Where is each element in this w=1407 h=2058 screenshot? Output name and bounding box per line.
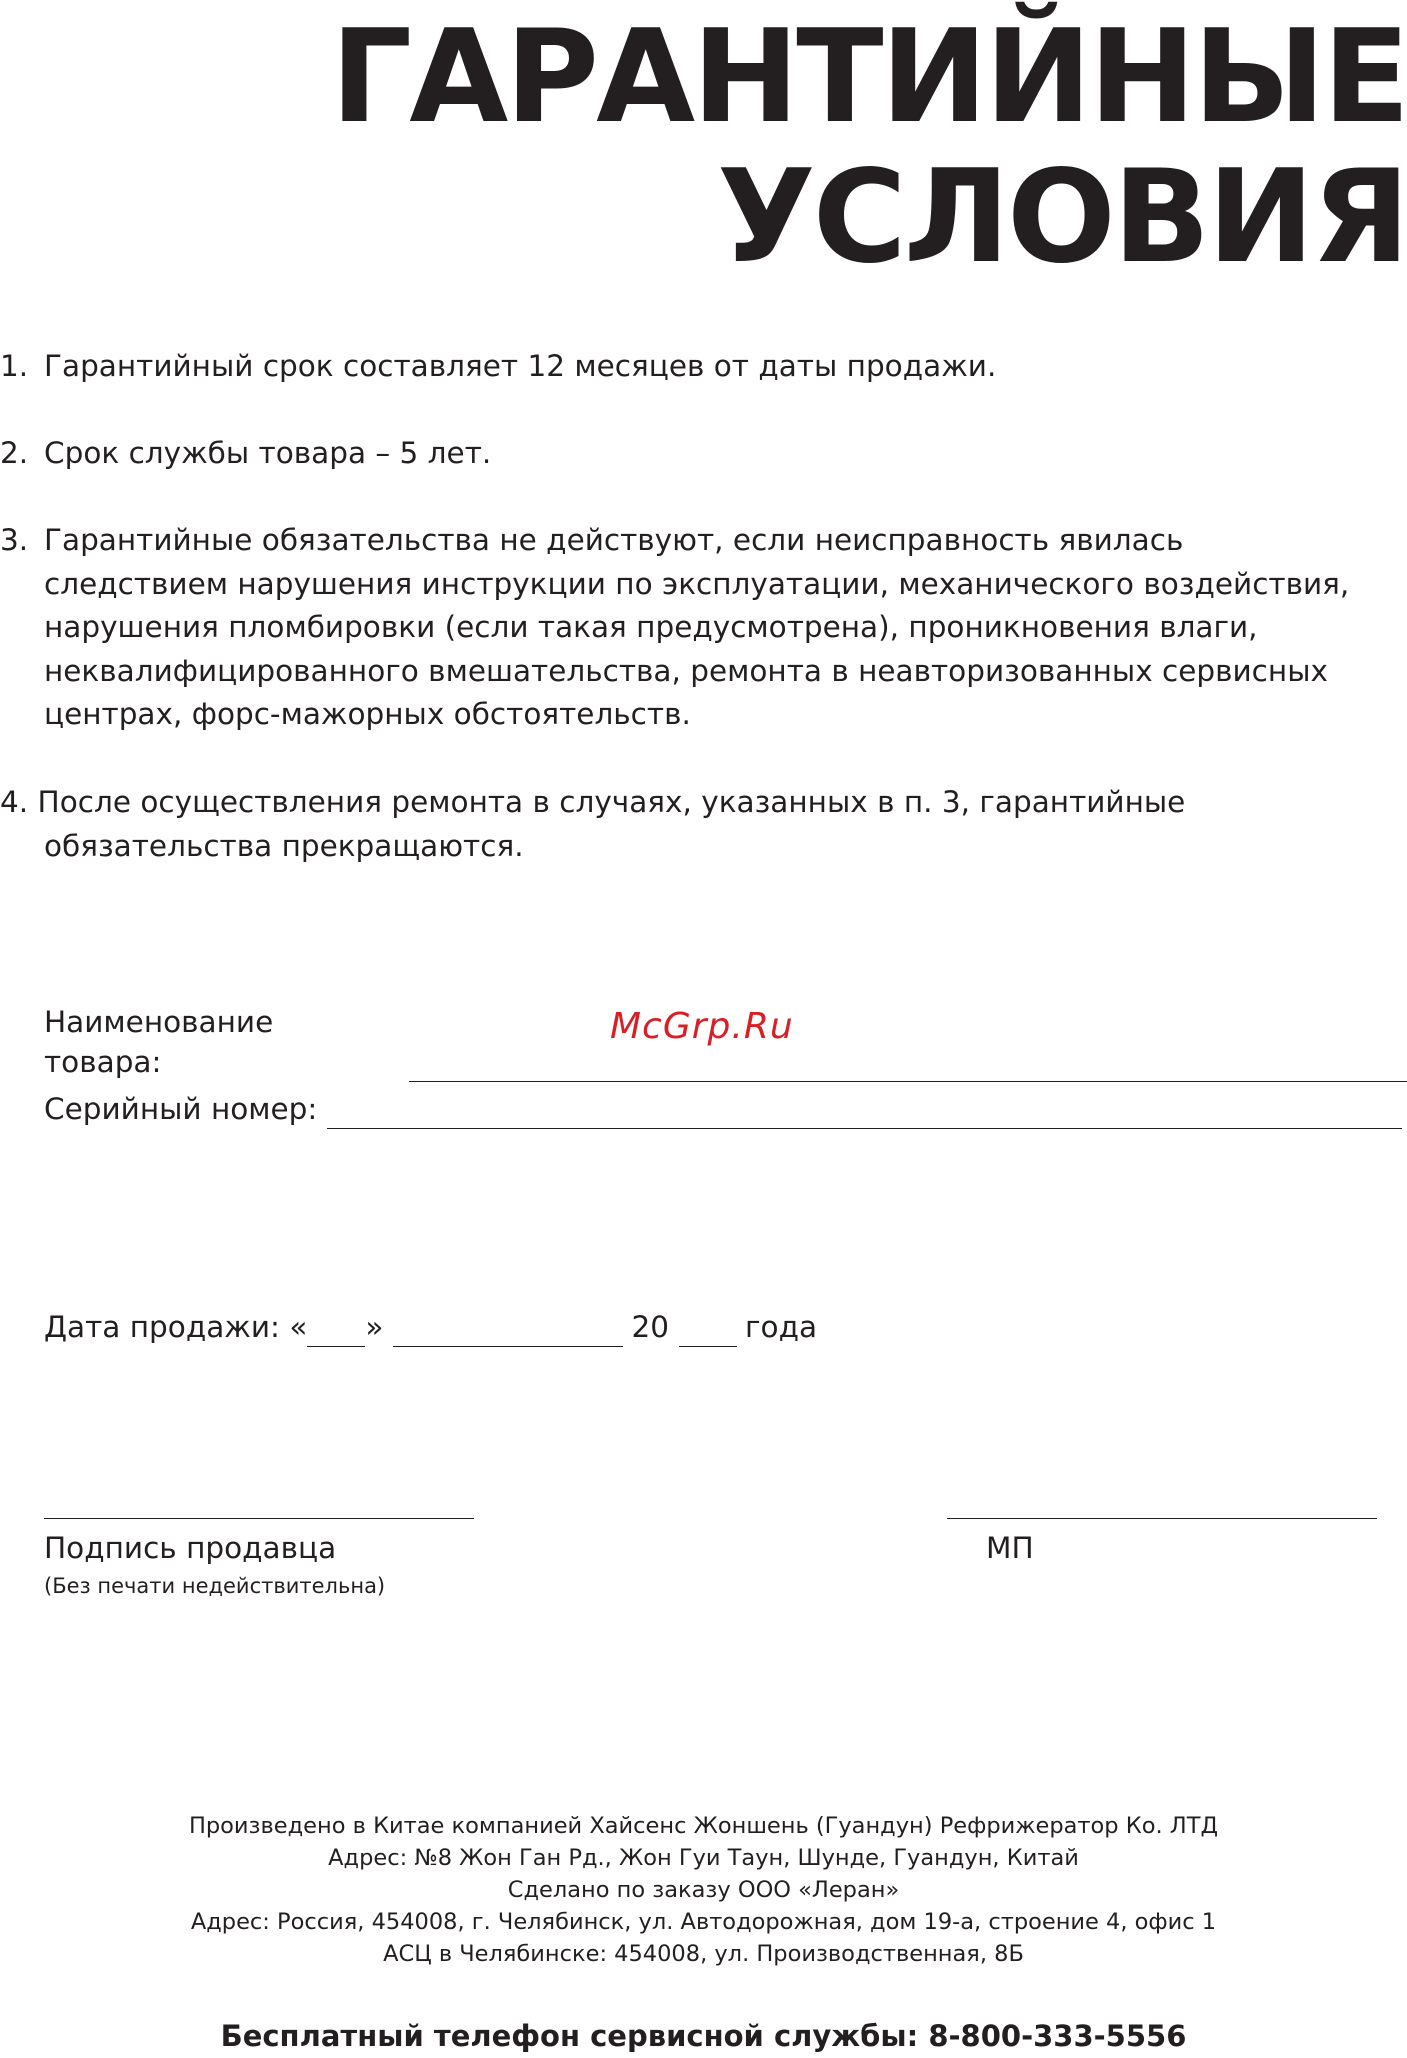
sale-month-input-line[interactable] xyxy=(393,1310,623,1347)
term-number: 3. xyxy=(0,523,29,557)
service-phone: Бесплатный телефон сервисной службы: 8-800-333-5556 xyxy=(220,2019,1187,2053)
term-item-4 xyxy=(0,781,1370,868)
term-item-1 xyxy=(0,345,1370,389)
footer-line-5: АСЦ в Челябинске: 454008, ул. Производственная, 8Б xyxy=(383,1941,1024,1967)
serial-number-label: Серийный номер: xyxy=(44,1092,318,1126)
seller-signature-line[interactable] xyxy=(44,1518,474,1519)
sale-year-prefix: 20 xyxy=(631,1310,670,1344)
watermark: McGrp.Ru xyxy=(610,1006,794,1047)
term-text: Гарантийный срок составляет 12 месяцев от даты продажи. xyxy=(44,349,997,383)
title-line-2: УСЛОВИЯ xyxy=(717,143,1407,292)
sale-date-label: Дата продажи: « xyxy=(44,1310,308,1344)
footer-line-3: Сделано по заказу ООО «Леран» xyxy=(507,1877,900,1903)
term-number: 2. xyxy=(0,436,29,470)
footer-line-1: Произведено в Китае компанией Хайсенс Жоншень (Гуандун) Рефрижератор Ко. ЛТД xyxy=(188,1813,1219,1839)
stamp-label: МП xyxy=(986,1531,1034,1565)
sale-date-close-quote: » xyxy=(365,1310,384,1344)
term-text: 4. После осуществления ремонта в случаях, указанных в п. 3, гарантийные обязательства прекращаются. xyxy=(0,785,1186,863)
sale-date-field xyxy=(44,1307,817,1347)
term-item-3 xyxy=(0,519,1370,737)
stamp-line[interactable] xyxy=(947,1518,1377,1519)
sale-day-input-line[interactable] xyxy=(307,1310,365,1347)
term-text: Гарантийные обязательства не действуют, если неисправность явилась следствием нарушения инструкции по эксплуатации, механического воздействия, нарушения пломбировки (если такая предусмотрена), проникновения влаги, неквалифицированного вмешательства, ремонта в неавторизованных сервисных центрах, форс-мажорных обстоятельств. xyxy=(44,523,1350,731)
product-name-input-line[interactable] xyxy=(409,1045,1407,1082)
term-number: 1. xyxy=(0,349,29,383)
page-title xyxy=(330,3,1407,292)
seller-signature-note: (Без печати недействительна) xyxy=(44,1574,386,1598)
seller-signature-label: Подпись продавца xyxy=(44,1531,337,1565)
serial-number-input-line[interactable] xyxy=(327,1092,1402,1129)
sale-year-input-line[interactable] xyxy=(679,1310,737,1347)
footer-line-2: Адрес: №8 Жон Ган Рд., Жон Гуи Таун, Шунде, Гуандун, Китай xyxy=(328,1845,1079,1871)
footer-line-4: Адрес: Россия, 454008, г. Челябинск, ул. Автодорожная, дом 19-а, строение 4, офис 1 xyxy=(190,1909,1217,1935)
serial-number-field xyxy=(44,1089,1402,1129)
product-name-label: Наименование товара: xyxy=(44,1005,274,1079)
term-item-2 xyxy=(0,432,1370,476)
sale-year-suffix: года xyxy=(745,1310,818,1344)
manufacturer-info xyxy=(0,1810,1407,1970)
title-line-1: ГАРАНТИЙНЫЕ xyxy=(330,3,1407,152)
term-text: Срок службы товара – 5 лет. xyxy=(44,436,492,470)
